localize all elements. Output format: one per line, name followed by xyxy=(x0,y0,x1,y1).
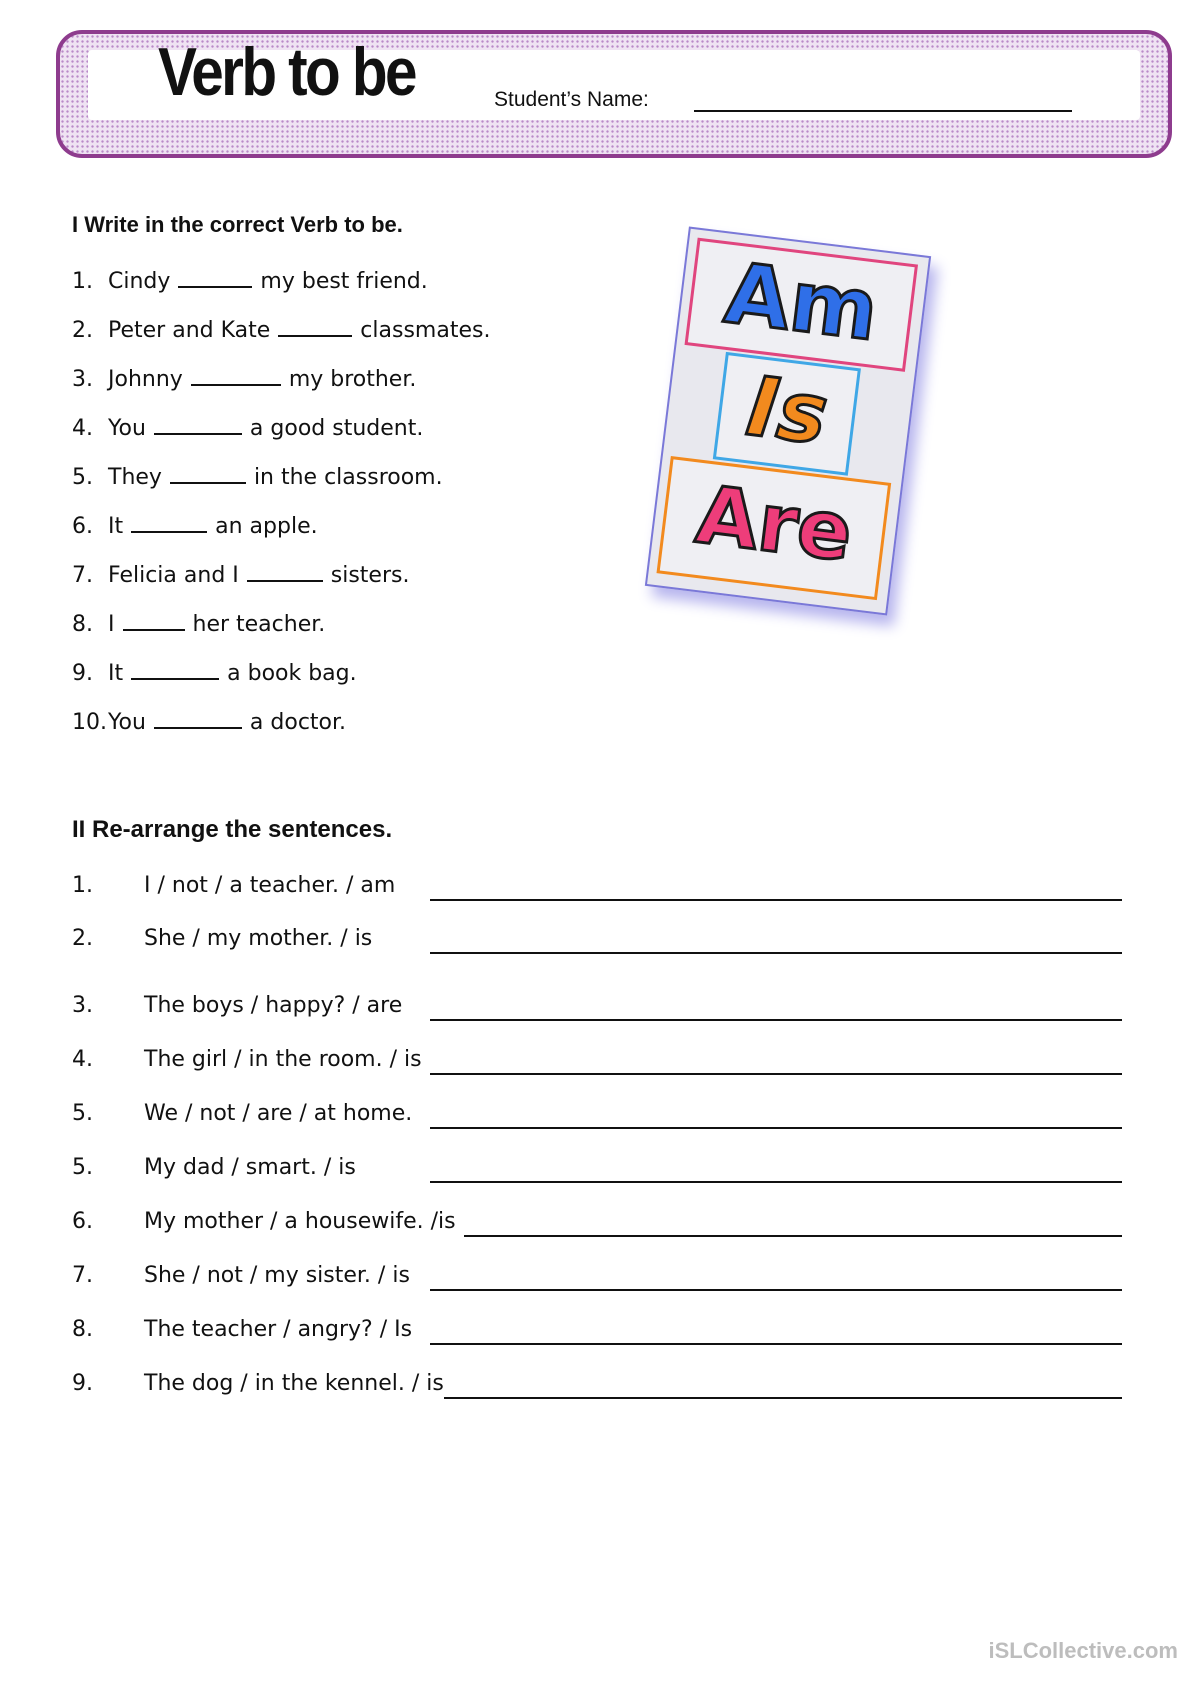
item-number: 9. xyxy=(72,661,93,686)
item-before: They xyxy=(108,465,162,490)
poster-box-am xyxy=(685,238,919,372)
item-before: It xyxy=(108,661,124,686)
item-prompt: The teacher / angry? / Is xyxy=(144,1317,413,1342)
item-number: 7. xyxy=(72,563,93,588)
answer-line[interactable] xyxy=(430,1289,1122,1291)
poster-word-is: Is xyxy=(742,359,833,464)
answer-line[interactable] xyxy=(430,952,1122,954)
student-name-label: Student’s Name: xyxy=(494,88,649,111)
section2-heading: II Re-arrange the sentences. xyxy=(72,816,393,843)
item-before: You xyxy=(108,710,146,735)
item-prompt: My dad / smart. / is xyxy=(144,1155,356,1180)
item-number: 9. xyxy=(72,1371,93,1396)
item-after: her teacher. xyxy=(192,612,326,637)
exercise2-item xyxy=(72,1047,1122,1077)
item-number: 5. xyxy=(72,1155,93,1180)
answer-blank[interactable] xyxy=(278,317,352,337)
item-number: 3. xyxy=(72,367,93,392)
item-prompt: The dog / in the kennel. / is xyxy=(144,1371,444,1396)
answer-blank[interactable] xyxy=(170,464,246,484)
exercise2-item xyxy=(72,1371,1122,1401)
item-before: I xyxy=(108,612,115,637)
poster-word-are: Are xyxy=(691,467,858,580)
answer-line[interactable] xyxy=(464,1235,1122,1237)
exercise2-item xyxy=(72,1263,1122,1293)
item-before: It xyxy=(108,514,124,539)
item-prompt: My mother / a housewife. /is xyxy=(144,1209,456,1234)
item-after: classmates. xyxy=(360,318,491,343)
item-number: 4. xyxy=(72,416,93,441)
answer-line[interactable] xyxy=(430,899,1122,901)
poster-box-is xyxy=(713,352,861,476)
answer-blank[interactable] xyxy=(131,660,219,680)
item-after: my best friend. xyxy=(260,269,428,294)
item-number: 1. xyxy=(72,269,93,294)
exercise2-item xyxy=(72,1101,1122,1131)
exercise2-item xyxy=(72,873,1122,903)
item-prompt: We / not / are / at home. xyxy=(144,1101,413,1126)
exercise1-item xyxy=(72,464,443,494)
poster-word-am: Am xyxy=(719,243,884,360)
item-after: in the classroom. xyxy=(253,465,443,490)
exercise1-item xyxy=(72,317,490,347)
item-number: 1. xyxy=(72,873,93,898)
item-after: a doctor. xyxy=(249,710,347,735)
item-prompt: She / my mother. / is xyxy=(144,926,373,951)
exercise1-item xyxy=(72,709,346,739)
item-prompt: The girl / in the room. / is xyxy=(144,1047,422,1072)
item-prompt: The boys / happy? / are xyxy=(144,993,403,1018)
exercise1-item xyxy=(72,415,423,445)
item-number: 8. xyxy=(72,612,93,637)
answer-blank[interactable] xyxy=(247,562,323,582)
answer-blank[interactable] xyxy=(131,513,207,533)
answer-blank[interactable] xyxy=(154,709,242,729)
item-prompt: She / not / my sister. / is xyxy=(144,1263,410,1288)
item-number: 3. xyxy=(72,993,93,1018)
exercise2-item xyxy=(72,993,1122,1023)
item-number: 2. xyxy=(72,926,93,951)
exercise2-item xyxy=(72,1317,1122,1347)
item-number: 7. xyxy=(72,1263,93,1288)
item-before: Cindy xyxy=(108,269,171,294)
exercise1-item xyxy=(72,611,325,641)
answer-blank[interactable] xyxy=(178,268,252,288)
answer-line[interactable] xyxy=(444,1397,1122,1399)
answer-line[interactable] xyxy=(430,1127,1122,1129)
item-after: sisters. xyxy=(330,563,410,588)
item-number: 6. xyxy=(72,1209,93,1234)
item-number: 5. xyxy=(72,465,93,490)
answer-blank[interactable] xyxy=(123,611,185,631)
item-prompt: I / not / a teacher. / am xyxy=(144,873,396,898)
exercise1-item xyxy=(72,660,357,690)
item-number: 8. xyxy=(72,1317,93,1342)
exercise1-item xyxy=(72,513,318,543)
answer-line[interactable] xyxy=(430,1073,1122,1075)
item-number: 6. xyxy=(72,514,93,539)
answer-line[interactable] xyxy=(430,1181,1122,1183)
poster-box-are xyxy=(656,456,891,600)
item-after: an apple. xyxy=(215,514,318,539)
item-before: Johnny xyxy=(108,367,183,392)
item-number: 5. xyxy=(72,1101,93,1126)
exercise1-item xyxy=(72,366,416,396)
footer-watermark: iSLCollective.com xyxy=(988,1638,1178,1663)
student-name-line[interactable] xyxy=(694,110,1072,112)
exercise2-item xyxy=(72,1209,1122,1239)
answer-blank[interactable] xyxy=(154,415,242,435)
exercise1-item xyxy=(72,268,428,298)
item-after: a book bag. xyxy=(227,661,357,686)
item-number: 2. xyxy=(72,318,93,343)
item-number: 4. xyxy=(72,1047,93,1072)
item-before: Peter and Kate xyxy=(108,318,271,343)
answer-line[interactable] xyxy=(430,1019,1122,1021)
answer-line[interactable] xyxy=(430,1343,1122,1345)
item-before: Felicia and I xyxy=(108,563,239,588)
exercise2-item xyxy=(72,926,1122,956)
answer-blank[interactable] xyxy=(191,366,281,386)
section1-heading: I Write in the correct Verb to be. xyxy=(72,212,403,237)
am-is-are-poster xyxy=(645,226,931,615)
item-number: 10. xyxy=(72,710,107,735)
exercise2-item xyxy=(72,1155,1122,1185)
item-after: a good student. xyxy=(249,416,424,441)
item-after: my brother. xyxy=(288,367,417,392)
worksheet-title: Verb to be xyxy=(158,34,415,110)
exercise1-item xyxy=(72,562,409,592)
item-before: You xyxy=(108,416,146,441)
